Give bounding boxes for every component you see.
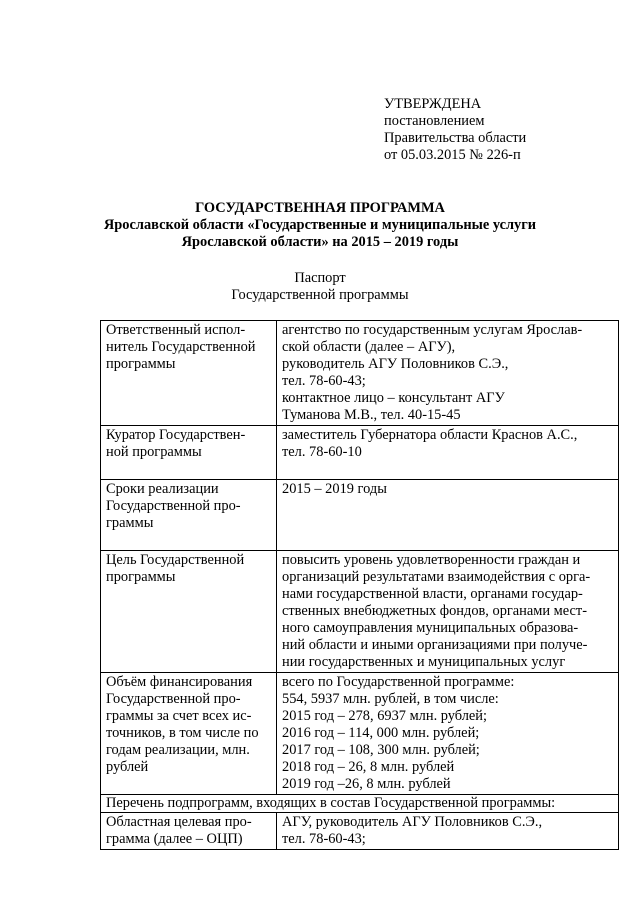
table-row-subprograms-header — [101, 795, 619, 813]
program-title — [0, 200, 640, 251]
row-value: заместитель Губернатора области Краснов А.С., тел. 78-60-10 — [277, 426, 619, 480]
table-row-ocp — [101, 813, 619, 850]
row-value: повысить уровень удовлетворенности граждан и организаций результатами взаимодействия с орга- нами государственной власти, органами государ- ственных внебюджетных фондов, органами мест- ного самоуправления муниципальных образова- ний области и иными организациями при получе- нии государственных и муниципальных услуг — [277, 551, 619, 673]
approval-line: постановлением — [384, 113, 485, 129]
passport-line: Государственной программы — [231, 287, 409, 303]
approval-line: от 05.03.2015 № 226-п — [384, 147, 521, 163]
row-value: агентство по государственным услугам Ярослав- ской области (далее – АГУ), руководитель АГУ Половников С.Э., тел. 78-60-43; контактное лицо – консультант АГУ Туманова М.В., тел. 40-15-45 — [277, 321, 619, 426]
row-value: всего по Государственной программе: 554, 5937 млн. рублей, в том числе: 2015 год – 278, 6937 млн. рублей; 2016 год – 114, 000 млн. рублей; 2017 год – 108, 300 млн. рублей; 2018 год – 26, 8 млн. рублей 2019 год –26, 8 млн. рублей — [277, 673, 619, 795]
table-row-financing — [101, 673, 619, 795]
approval-line: Правительства области — [384, 130, 527, 146]
table-row-curator — [101, 426, 619, 480]
table-row-executor — [101, 321, 619, 426]
subprograms-header: Перечень подпрограмм, входящих в состав Государственной программы: — [101, 795, 619, 813]
passport-line: Паспорт — [294, 270, 346, 286]
title-line: Ярославской области» на 2015 – 2019 годы — [181, 234, 459, 250]
row-value: 2015 – 2019 годы — [277, 480, 619, 551]
approval-block — [384, 96, 526, 164]
title-line: Ярославской области «Государственные и муниципальные услуги — [103, 217, 537, 233]
table-row-goal — [101, 551, 619, 673]
passport-table — [100, 320, 619, 850]
row-label: Сроки реализации Государственной про- граммы — [101, 480, 277, 551]
approval-line: УТВЕРЖДЕНА — [384, 96, 482, 112]
row-label: Объём финансирования Государственной про- граммы за счет всех ис- точников, в том числе по годам реализации, млн. рублей — [101, 673, 277, 795]
row-label: Цель Государственной программы — [101, 551, 277, 673]
table-row-terms — [101, 480, 619, 551]
title-line: ГОСУДАРСТВЕННАЯ ПРОГРАММА — [195, 200, 445, 216]
row-value: АГУ, руководитель АГУ Половников С.Э., тел. 78-60-43; — [277, 813, 619, 850]
row-label: Ответственный испол- нитель Государственной программы — [101, 321, 277, 426]
passport-heading — [0, 270, 640, 304]
row-label: Куратор Государствен- ной программы — [101, 426, 277, 480]
row-label: Областная целевая про- грамма (далее – ОЦП) — [101, 813, 277, 850]
